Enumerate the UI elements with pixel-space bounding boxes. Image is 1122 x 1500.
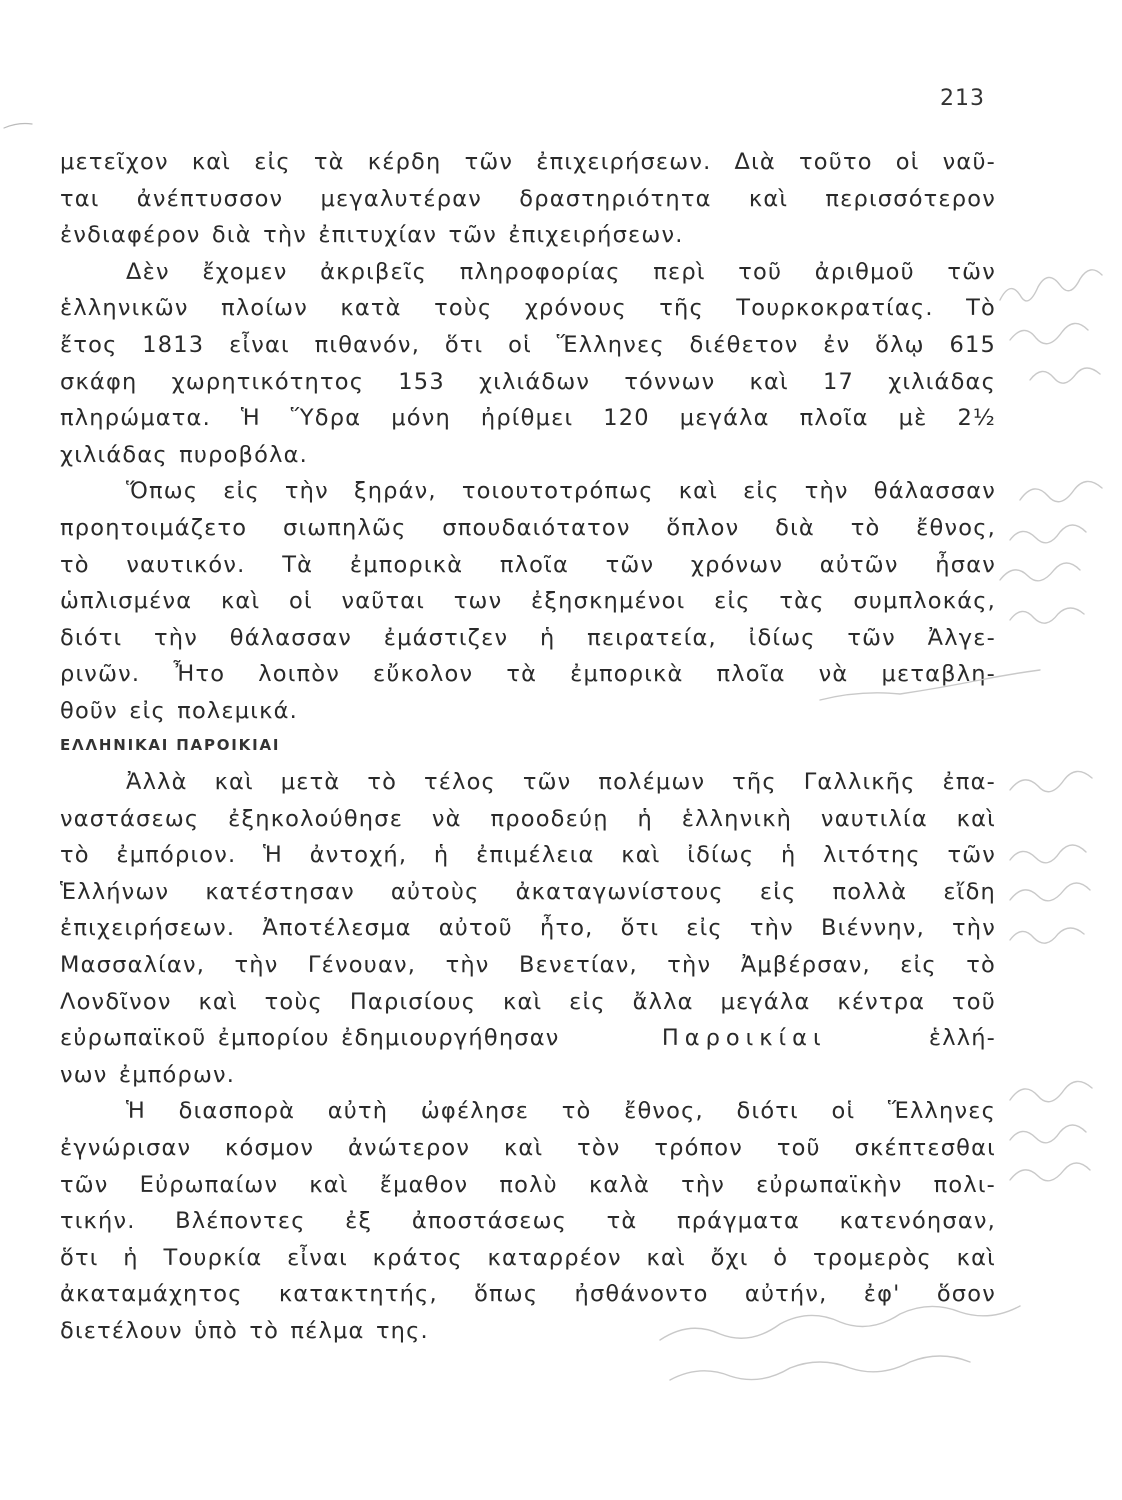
text-line: Μασσαλίαν, τὴν Γένουαν, τὴν Βενετίαν, τὴν Ἀμβέρσαν, εἰς τὸ	[60, 951, 996, 978]
pencil-scribble	[1010, 771, 1092, 791]
pencil-scribble	[670, 1356, 970, 1380]
text-line: τὸ ναυτικόν. Τὰ ἐμπορικὰ πλοῖα τῶν χρόνων αὐτῶν ἦσαν	[60, 551, 996, 578]
text-line: πληρώματα. Ἡ Ὕδρα μόνη ἠρίθμει 120 μεγάλα πλοῖα μὲ 2½	[60, 405, 996, 432]
pencil-scribble	[1010, 883, 1090, 901]
text-line: ται ἀνέπτυσσον μεγαλυτέραν δραστηριότητα καὶ περισσότερον	[60, 185, 996, 212]
pencil-scribble	[1020, 481, 1102, 501]
text-line: Ὅπως εἰς τὴν ξηράν, τοιουτοτρόπως καὶ εἰς τὴν θάλασσαν	[126, 478, 996, 505]
text-line: ἐγνώρισαν κόσμον ἀνώτερον καὶ τὸν τρόπον τοῦ σκέπτεσθαι	[60, 1134, 996, 1161]
text-line: νων ἐμπόρων.	[60, 1061, 236, 1088]
text-line: τῶν Εὐρωπαίων καὶ ἔμαθον πολὺ καλὰ τὴν εὐρωπαϊκὴν πολι-	[60, 1171, 996, 1198]
text-line: Ἀλλὰ καὶ μετὰ τὸ τέλος τῶν πολέμων τῆς Γαλλικῆς ἐπα-	[126, 769, 996, 795]
text-line: τὸ ἐμπόριον. Ἡ ἀντοχή, ἡ ἐπιμέλεια καὶ ἰδίως ἡ λιτότης τῶν	[60, 842, 996, 869]
pencil-scribble	[1010, 928, 1084, 943]
text-line: ἑλληνικῶν πλοίων κατὰ τοὺς χρόνους τῆς Τουρκοκρατίας. Τὸ	[60, 295, 996, 322]
text-line: τικήν. Βλέποντες ἐξ ἀποστάσεως τὰ πράγματα κατενόησαν,	[60, 1208, 996, 1235]
text-line: χιλιάδας πυροβόλα.	[60, 441, 308, 468]
text-line: ναστάσεως ἐξηκολούθησε νὰ προοδεύῃ ἡ ἑλληνικὴ ναυτιλία καὶ	[60, 805, 996, 832]
text-line: διότι τὴν θάλασσαν ἐμάστιζεν ἡ πειρατεία, ἰδίως τῶν Ἀλγε-	[60, 624, 996, 651]
pencil-scribble	[1010, 608, 1084, 623]
text-fragment: εὐρωπαϊκοῦ ἐμπορίου ἐδημιουργήθησαν	[60, 1025, 560, 1052]
text-line: Ἡ διασπορὰ αὐτὴ ὠφέλησε τὸ ἔθνος, διότι οἱ Ἕλληνες	[126, 1098, 996, 1125]
pencil-scribble	[1010, 525, 1086, 543]
pencil-scribble	[1000, 563, 1080, 581]
text-block-1	[60, 144, 996, 730]
text-fragment: ἑλλή-	[928, 1025, 996, 1052]
pencil-scribble	[1010, 1163, 1090, 1181]
text-line: ἐπιχειρήσεων. Ἀποτέλεσμα αὐτοῦ ἦτο, ὅτι εἰς τὴν Βιέννην, τὴν	[60, 915, 996, 942]
pencil-scribble	[1030, 368, 1100, 383]
text-line: Ἑλλήνων κατέστησαν αὐτοὺς ἀκαταγωνίστους εἰς πολλὰ εἴδη	[60, 878, 996, 905]
text-line: ὡπλισμένα καὶ οἱ ναῦται των ἐξησκημένοι εἰς τὰς συμπλοκάς,	[60, 588, 996, 615]
text-line: Λονδῖνον καὶ τοὺς Παρισίους καὶ εἰς ἄλλα μεγάλα κέντρα τοῦ	[60, 988, 996, 1015]
text-line: προητοιμάζετο σιωπηλῶς σπουδαιότατον ὅπλον διὰ τὸ ἔθνος,	[60, 514, 996, 541]
text-block-2	[60, 764, 996, 1350]
text-line: ἐνδιαφέρον διὰ τὴν ἐπιτυχίαν τῶν ἐπιχειρήσεων.	[60, 222, 684, 249]
text-line: Δὲν ἔχομεν ἀκριβεῖς πληροφορίας περὶ τοῦ ἀριθμοῦ τῶν	[126, 258, 996, 285]
emphasized-term: Παροικίαι	[661, 1025, 827, 1052]
pencil-scribble	[1010, 845, 1086, 863]
text-line: μετεῖχον καὶ εἰς τὰ κέρδη τῶν ἐπιχειρήσεων. Διὰ τοῦτο οἱ ναῦ-	[60, 149, 996, 175]
text-line: ἀκαταμάχητος κατακτητής, ὅπως ἠσθάνοντο αὐτήν, ἐφ' ὅσον	[60, 1281, 996, 1308]
page-number: 213	[940, 86, 985, 111]
text-line: διετέλουν ὑπὸ τὸ πέλμα της.	[60, 1317, 429, 1344]
text-line: ρινῶν. Ἦτο λοιπὸν εὔκολον τὰ ἐμπορικὰ πλοῖα νὰ μεταβλη-	[60, 661, 996, 688]
pencil-scribble	[1010, 1081, 1092, 1101]
pencil-scribble	[1000, 270, 1102, 301]
text-line: θοῦν εἰς πολεμικά.	[60, 697, 298, 724]
section-heading: ΕΛΛΗΝΙΚΑΙ ΠΑΡΟΙΚΙΑΙ	[60, 736, 281, 754]
text-line: ἔτος 1813 εἶναι πιθανόν, ὅτι οἱ Ἕλληνες διέθετον ἐν ὅλῳ 615	[60, 331, 996, 358]
pencil-scribble	[1010, 1125, 1086, 1143]
pencil-scribble	[1010, 323, 1088, 343]
text-line: σκάφη χωρητικότητος 153 χιλιάδων τόννων καὶ 17 χιλιάδας	[60, 368, 996, 395]
text-line	[60, 1020, 996, 1057]
text-line: ὅτι ἡ Τουρκία εἶναι κράτος καταρρέον καὶ ὄχι ὁ τρομερὸς καὶ	[60, 1244, 996, 1271]
